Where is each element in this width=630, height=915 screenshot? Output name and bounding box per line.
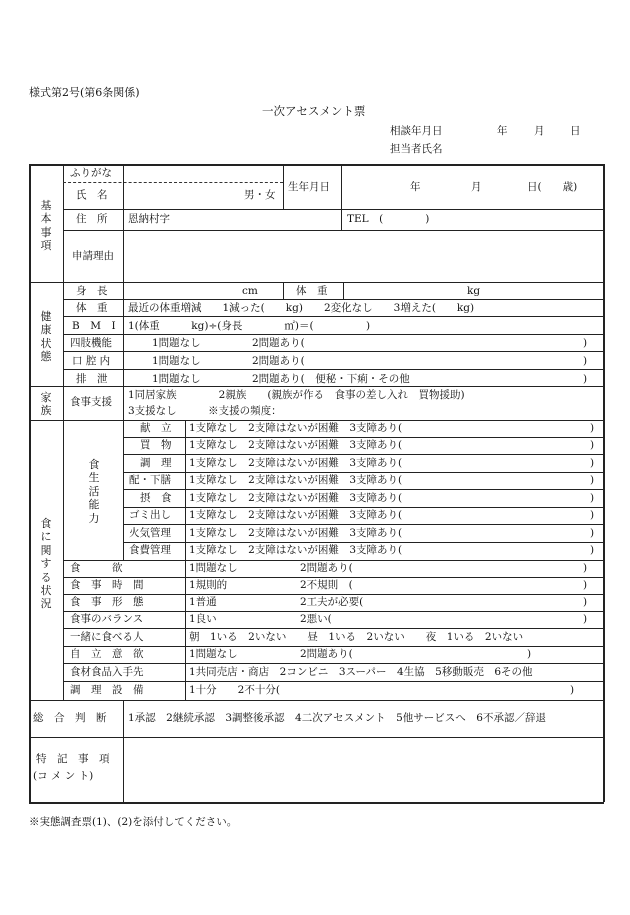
overall-judgement-label: 総 合 判 断 (33, 712, 107, 724)
independence-close: ) (527, 648, 532, 660)
meal-form-option-1[interactable]: 1普通 (189, 596, 217, 608)
meal-form-label: 食 事 形 態 (70, 596, 144, 608)
limbs-no-problem[interactable]: 1問題なし (152, 337, 201, 349)
eat-together-label: 一緒に食べる人 (70, 631, 144, 643)
skill-options[interactable]: 1支障なし 2支障はないが困難 3支障あり( (189, 509, 403, 521)
meal-time-close: ) (583, 579, 588, 591)
meal-balance-option-1[interactable]: 1良い (189, 613, 217, 625)
staff-name-label: 担当者氏名 (390, 143, 443, 155)
skill-close: ) (590, 422, 595, 434)
skill-label: 配・下膳 (129, 474, 171, 486)
consult-day: 日 (570, 125, 581, 137)
meal-balance-option-2[interactable]: 2悪い( (300, 613, 332, 625)
bmi-formula[interactable]: 1(体重 kg)÷(身長 ㎡)＝( ) (128, 320, 371, 332)
birth-year: 年 (410, 181, 421, 193)
cooking-equipment-close: ) (570, 684, 575, 696)
consult-date-label: 相談年月日 (390, 125, 443, 137)
weight-unit: kg (467, 285, 481, 297)
skill-label: 調 理 (140, 457, 172, 469)
skill-label: 買 物 (140, 439, 172, 451)
meal-form-close: ) (583, 596, 588, 608)
skill-options[interactable]: 1支障なし 2支障はないが困難 3支障あり( (189, 527, 403, 539)
food-source-options[interactable]: 1共同売店・商店 2コンビニ 3スーパー 4生協 5移動販売 6その他 (189, 666, 533, 678)
appetite-close: ) (583, 562, 588, 574)
meal-time-option-1[interactable]: 1規則的 (189, 579, 228, 591)
skill-label: ゴミ出し (129, 509, 171, 521)
excretion-no-problem[interactable]: 1問題なし (152, 373, 201, 385)
name-label: 氏 名 (76, 189, 108, 201)
limbs-label: 四肢機能 (70, 337, 112, 349)
skill-options[interactable]: 1支障なし 2支障はないが困難 3支障あり( (189, 439, 403, 451)
birthdate-label: 生年月日 (288, 181, 330, 193)
consult-month: 月 (534, 125, 545, 137)
meal-form-option-2[interactable]: 2工夫が必要( (300, 596, 364, 608)
mouth-has-problem[interactable]: 2問題あり( (252, 355, 305, 367)
skill-label: 摂 食 (140, 492, 172, 504)
skill-options[interactable]: 1支障なし 2支障はないが困難 3支障あり( (189, 544, 403, 556)
skill-options[interactable]: 1支障なし 2支障はないが困難 3支障あり( (189, 422, 403, 434)
excretion-label: 排 泄 (76, 373, 108, 385)
independence-option-1[interactable]: 1問題なし (189, 648, 238, 660)
cooking-equipment-label: 調 理 設 備 (70, 684, 144, 696)
meal-time-label: 食 事 時 間 (70, 579, 144, 591)
special-notes-sublabel: (コ メ ン ト) (33, 770, 94, 782)
skill-close: ) (590, 457, 595, 469)
skill-close: ) (590, 439, 595, 451)
skill-label: 献 立 (140, 422, 172, 434)
address-label: 住 所 (76, 213, 108, 225)
skill-close: ) (590, 509, 595, 521)
skill-close: ) (590, 474, 595, 486)
mouth-label: 口 腔 内 (72, 355, 111, 367)
independence-option-2[interactable]: 2問題あり( (300, 648, 353, 660)
furigana-label: ふりがな (70, 167, 112, 179)
skill-close: ) (590, 544, 595, 556)
form-number: 様式第2号(第6条関係) (29, 86, 140, 99)
skill-close: ) (590, 492, 595, 504)
appetite-option-1[interactable]: 1問題なし (189, 562, 238, 574)
skill-options[interactable]: 1支障なし 2支障はないが困難 3支障あり( (189, 474, 403, 486)
limbs-close: ) (583, 337, 588, 349)
section-basic-label: 基本事項 (40, 199, 52, 253)
special-notes-label: 特 記 事 項 (36, 753, 110, 765)
food-source-label: 食材食品入手先 (70, 666, 144, 678)
meal-balance-close: ) (583, 613, 588, 625)
application-reason-label: 申請理由 (72, 250, 114, 262)
mouth-no-problem[interactable]: 1問題なし (152, 355, 201, 367)
weight-row-label: 体 重 (76, 302, 108, 314)
independence-label: 自 立 意 欲 (70, 648, 144, 660)
height-label: 身 長 (76, 285, 108, 297)
birth-day-age: 日( 歳) (527, 181, 578, 193)
cooking-equipment-options[interactable]: 1十分 2不十分( (189, 684, 280, 696)
appetite-option-2[interactable]: 2問題あり( (300, 562, 353, 574)
bmi-label: B M I (72, 320, 116, 332)
birth-month: 月 (471, 181, 482, 193)
limbs-has-problem[interactable]: 2問題あり( (252, 337, 305, 349)
footer-note: ※実態調査票(1)、(2)を添付してください。 (29, 816, 238, 828)
body-weight-label: 体 重 (296, 285, 328, 297)
section-meal-label: 食に関する状況 (40, 517, 52, 611)
tel-field[interactable]: TEL ( ) (347, 213, 430, 225)
appetite-label: 食 欲 (70, 562, 123, 574)
page-title: 一次アセスメント票 (262, 104, 366, 118)
mouth-close: ) (583, 355, 588, 367)
overall-judgement-options[interactable]: 1承認 2継続承認 3調整後承認 4二次アセスメント 5他サービスへ 6不承認／辞退 (128, 712, 546, 724)
life-skill-label: 食生活能力 (88, 458, 100, 525)
consult-year: 年 (497, 125, 508, 137)
skill-label: 火気管理 (129, 527, 171, 539)
section-family-label: 家族 (40, 391, 52, 418)
skill-label: 食費管理 (129, 544, 171, 556)
meal-support-line2[interactable]: 3支援なし ※支援の頻度： (128, 405, 282, 417)
excretion-has-problem[interactable]: 2問題あり( 便秘・下痢・その他 (252, 373, 410, 385)
height-unit: cm (242, 285, 258, 297)
address-value[interactable]: 恩納村字 (128, 213, 170, 225)
meal-support-line1[interactable]: 1同居家族 2親族 (親族が作る 食事の差し入れ 買物援助) (128, 389, 465, 401)
gender-choice[interactable]: 男・女 (244, 189, 276, 201)
excretion-close: ) (583, 373, 588, 385)
skill-close: ) (590, 527, 595, 539)
meal-balance-label: 食事のバランス (70, 613, 144, 625)
meal-support-label: 食事支援 (70, 396, 112, 408)
weight-change-options[interactable]: 最近の体重増減 1減った( kg) 2変化なし 3増えた( kg) (128, 302, 475, 314)
skill-options[interactable]: 1支障なし 2支障はないが困難 3支障あり( (189, 492, 403, 504)
meal-time-option-2[interactable]: 2不規則 ( (300, 579, 353, 591)
section-health-label: 健康状態 (40, 310, 52, 364)
eat-together-options[interactable]: 朝 1いる 2いない 昼 1いる 2いない 夜 1いる 2いない (189, 631, 524, 643)
skill-options[interactable]: 1支障なし 2支障はないが困難 3支障あり( (189, 457, 403, 469)
